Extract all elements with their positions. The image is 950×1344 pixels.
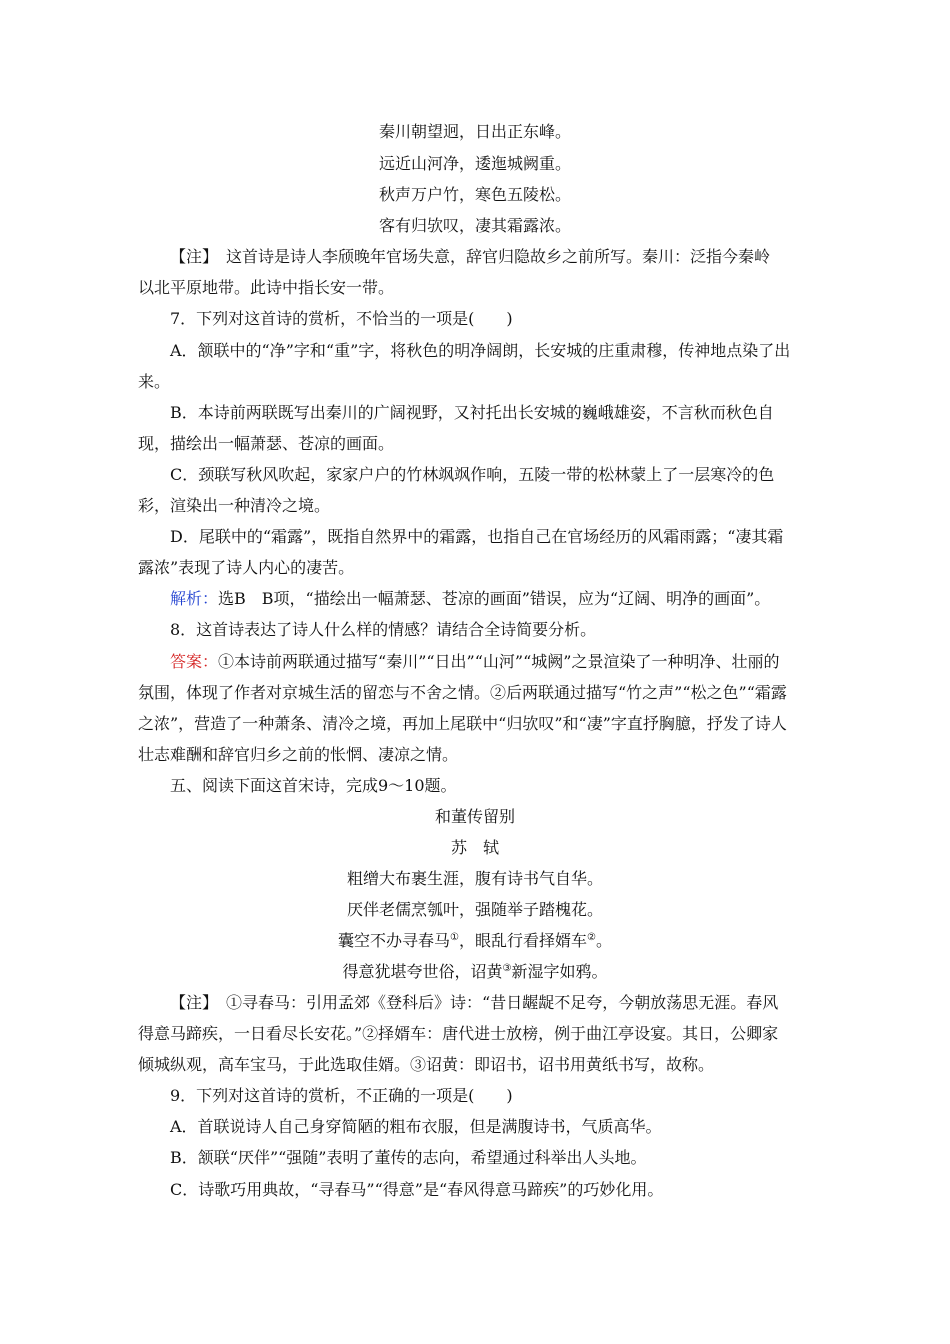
q7-stem: 7．下列对这首诗的赏析，不恰当的一项是( ) <box>170 309 513 328</box>
footnote-marker-2: ② <box>587 932 596 943</box>
q9-option-a: A．首联说诗人自己身穿简陋的粗布衣服，但是满腹诗书，气质高华。 <box>170 1117 662 1136</box>
poem2-line-3-part-b: ，眼乱行看择婿车 <box>458 931 587 950</box>
note-label: 【注】 <box>170 247 211 266</box>
q8-answer-line-3: 之浓”，营造了一种萧条、清冷之境，再加上尾联中“归欤叹”和“凄”字直抒胸臆，抒发了诗人 <box>138 714 787 733</box>
q7-option-b-line-2: 现，描绘出一幅萧瑟、苍凉的画面。 <box>138 434 395 453</box>
poem2-line-4 <box>0 960 950 984</box>
section5-heading: 五、阅读下面这首宋诗，完成9～10题。 <box>170 776 457 795</box>
poem2-note-line-2: 得意马蹄疾，一日看尽长安花。”②择婿车：唐代进士放榜，例于曲江亭设宴。其日，公卿家 <box>138 1024 779 1043</box>
poem2-author: 苏 轼 <box>450 838 499 857</box>
q7-option-d-line-1: D．尾联中的“霜露”，既指自然界中的霜露，也指自己在官场经历的风霜雨露；“凄其霜 <box>170 527 784 546</box>
poem2-line-3-part-a: 囊空不办寻春马 <box>338 931 451 950</box>
poem2-line-1: 粗缯大布裹生涯，腹有诗书气自华。 <box>346 869 603 888</box>
q7-option-c-line-2: 彩，渲染出一种清冷之境。 <box>138 496 331 515</box>
answer-text: ①本诗前两联通过描写“秦川”“日出”“山河”“城阙”之景渲染了一种明净、壮丽的 <box>218 652 780 671</box>
note-label: 【注】 <box>170 993 211 1012</box>
analysis-text: 选B B项，“描绘出一幅萧瑟、苍凉的画面”错误，应为“辽阔、明净的画面”。 <box>218 589 771 608</box>
poem1-line-4: 客有归欤叹，凄其霜露浓。 <box>378 216 571 235</box>
poem2-line-4-part-a: 得意犹堪夸世俗，诏黄 <box>342 962 503 981</box>
footnote-marker-1: ① <box>450 932 459 943</box>
poem2-line-4-part-b: 新湿字如鸦。 <box>511 962 608 981</box>
answer-label: 答案： <box>170 652 219 671</box>
poem1-line-1: 秦川朝望迥，日出正东峰。 <box>378 122 571 141</box>
q8-answer-line-1 <box>170 650 779 674</box>
poem2-line-3-part-c: 。 <box>595 931 612 950</box>
q9-option-c: C．诗歌巧用典故，“寻春马”“得意”是“春风得意马蹄疾”的巧妙化用。 <box>170 1180 664 1199</box>
poem1-line-3: 秋声万户竹，寒色五陵松。 <box>378 185 571 204</box>
q7-option-c-line-1: C．颈联写秋风吹起，家家户户的竹林飒飒作响，五陵一带的松林蒙上了一层寒冷的色 <box>170 465 775 484</box>
poem2-note-line-3: 倾城纵观，高车宝马，于此选取佳婿。③诏黄：即诏书，诏书用黄纸书写，故称。 <box>138 1055 715 1074</box>
note-text: ①寻春马：引用孟郊《登科后》诗：“昔日龌龊不足夸，今朝放荡思无涯。春风 <box>210 993 779 1012</box>
q7-analysis <box>170 587 770 611</box>
q7-option-a-line-2: 来。 <box>138 372 171 391</box>
poem2-line-3 <box>0 929 950 953</box>
q8-stem: 8．这首诗表达了诗人什么样的情感？请结合全诗简要分析。 <box>170 620 597 639</box>
q7-option-d-line-2: 露浓”表现了诗人内心的凄苦。 <box>138 558 355 577</box>
footnote-marker-3: ③ <box>502 963 512 974</box>
analysis-label: 解析： <box>170 589 219 608</box>
poem1-line-2: 远近山河净，逶迤城阙重。 <box>378 154 571 173</box>
poem1-note-line-1 <box>170 245 770 269</box>
q8-answer-line-2: 氛围，体现了作者对京城生活的留恋与不舍之情。②后两联通过描写“竹之声”“松之色”“霜露 <box>138 683 787 702</box>
poem2-title: 和董传留别 <box>434 807 515 826</box>
q8-answer-line-4: 壮志难酬和辞官归乡之前的怅惘、凄凉之情。 <box>138 745 459 764</box>
poem2-line-2: 厌伴老儒烹瓠叶，强随举子踏槐花。 <box>346 900 603 919</box>
poem1-note-line-2: 以北平原地带。此诗中指长安一带。 <box>138 278 395 297</box>
q9-option-b: B．颔联“厌伴”“强随”表明了董传的志向，希望通过科举出人头地。 <box>170 1148 647 1167</box>
q9-stem: 9．下列对这首诗的赏析，不正确的一项是( ) <box>170 1086 513 1105</box>
q7-option-b-line-1: B．本诗前两联既写出秦川的广阔视野，又衬托出长安城的巍峨雄姿，不言秋而秋色自 <box>170 403 774 422</box>
q7-option-a-line-1: A．颔联中的“净”字和“重”字，将秋色的明净阔朗，长安城的庄重肃穆，传神地点染了出 <box>170 341 791 360</box>
note-text: 这首诗是诗人李颀晚年官场失意，辞官归隐故乡之前所写。秦川：泛指今秦岭 <box>210 247 771 266</box>
poem2-note-line-1 <box>170 991 778 1015</box>
